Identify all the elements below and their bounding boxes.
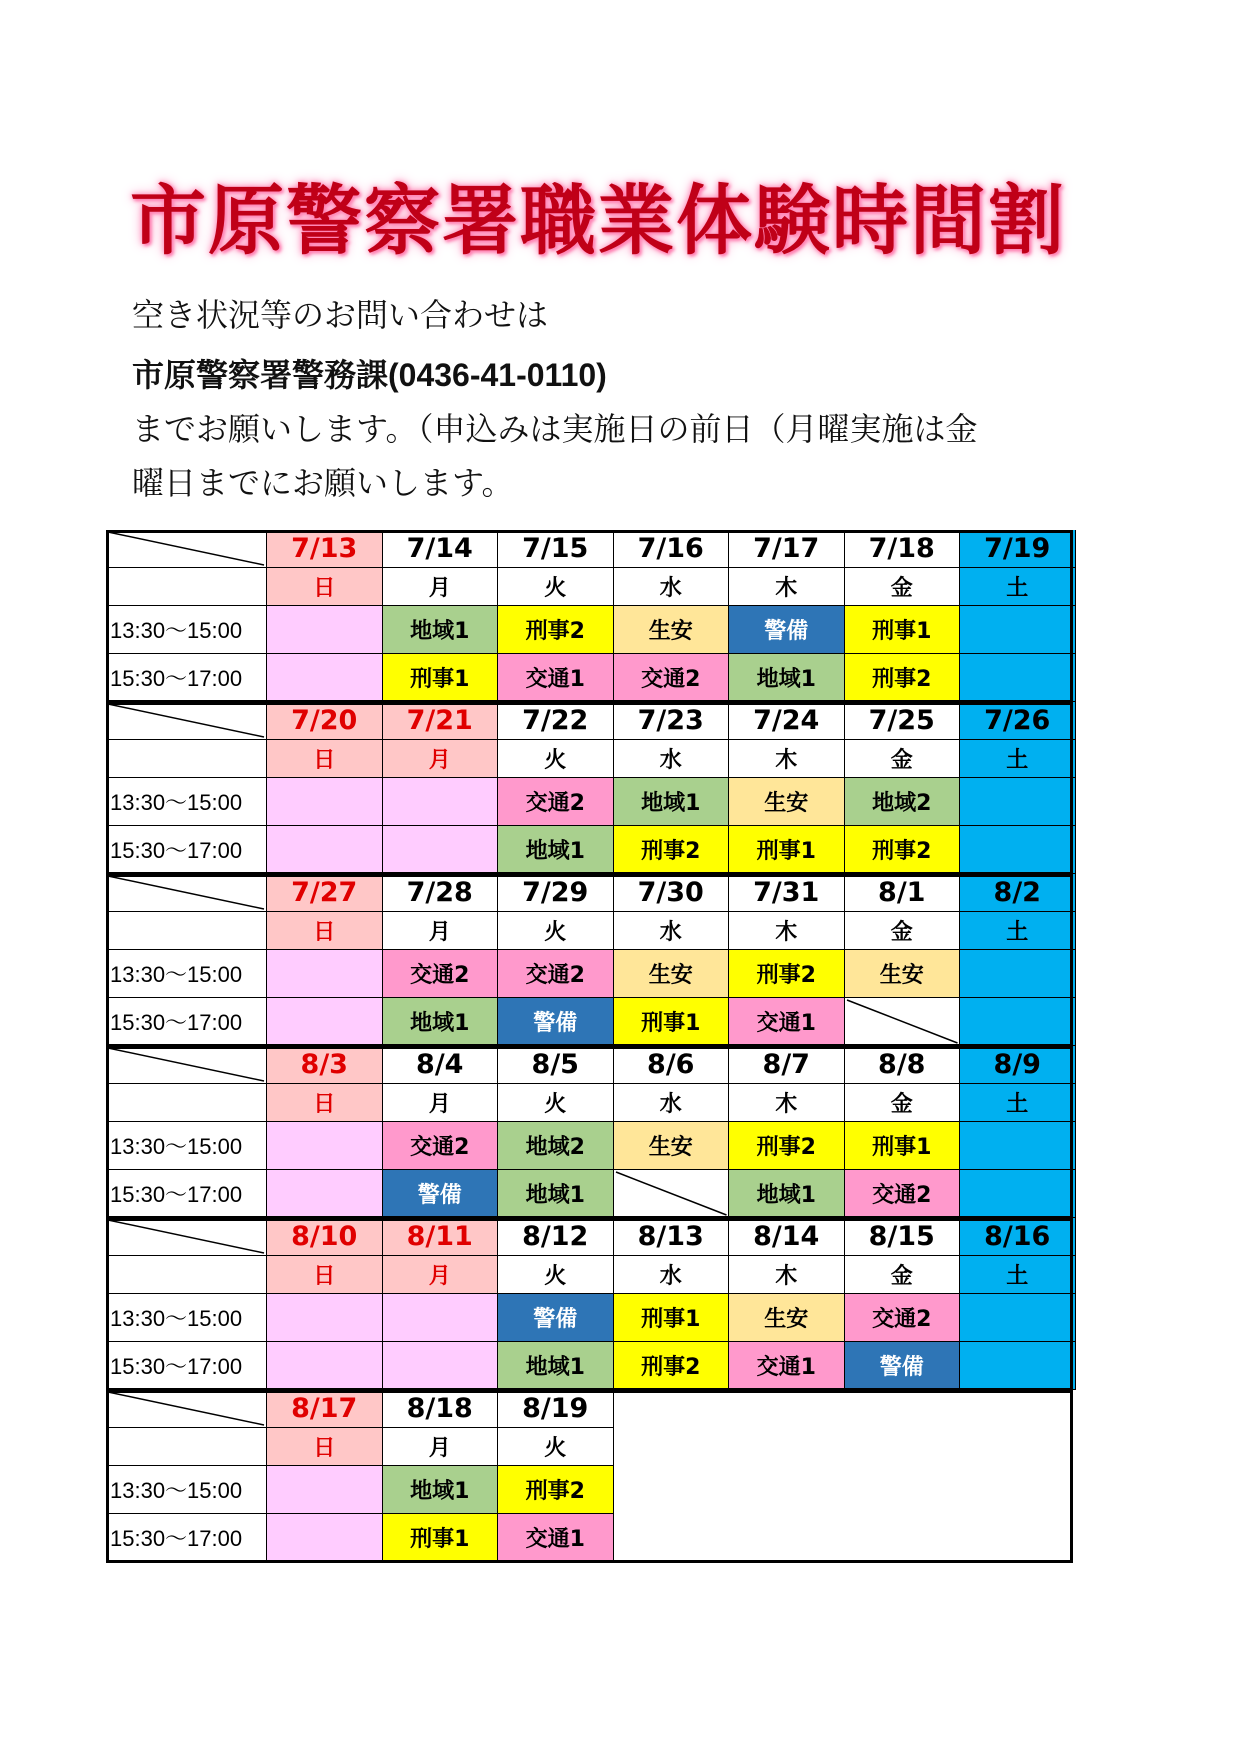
weekday-cell: 土 bbox=[960, 1084, 1076, 1122]
activity-cell: 地域2 bbox=[845, 778, 961, 826]
date-cell: 8/9 bbox=[960, 1046, 1076, 1084]
time-label: 15:30～17:00 bbox=[106, 654, 267, 702]
activity-cell: 刑事1 bbox=[845, 1122, 961, 1170]
date-cell: 8/10 bbox=[267, 1218, 383, 1256]
activity-cell: 交通2 bbox=[383, 950, 499, 998]
weekday-cell: 月 bbox=[383, 1256, 499, 1294]
activity-cell: 刑事2 bbox=[614, 826, 730, 874]
date-cell: 7/16 bbox=[614, 530, 730, 568]
corner-cell bbox=[106, 1390, 267, 1428]
activity-cell: 交通2 bbox=[614, 654, 730, 702]
activity-cell: 地域1 bbox=[383, 998, 499, 1046]
date-cell: 8/2 bbox=[960, 874, 1076, 912]
activity-cell: 生安 bbox=[614, 606, 730, 654]
diagonal-line bbox=[845, 998, 960, 1045]
corner-cell bbox=[106, 874, 267, 912]
date-cell: 8/1 bbox=[845, 874, 961, 912]
activity-cell: 地域1 bbox=[383, 1466, 499, 1514]
time-label: 15:30～17:00 bbox=[106, 826, 267, 874]
time-label: 13:30～15:00 bbox=[106, 1294, 267, 1342]
date-cell: 7/27 bbox=[267, 874, 383, 912]
diagonal-line bbox=[106, 530, 266, 567]
weekday-cell: 金 bbox=[845, 1084, 961, 1122]
weekday-cell: 日 bbox=[267, 740, 383, 778]
empty-slot-cell bbox=[383, 778, 499, 826]
date-cell: 7/29 bbox=[498, 874, 614, 912]
weekday-cell: 日 bbox=[267, 1428, 383, 1466]
weekday-cell: 月 bbox=[383, 568, 499, 606]
empty-slot-cell bbox=[267, 778, 383, 826]
dow-label-cell bbox=[106, 568, 267, 606]
week-block bbox=[106, 874, 1073, 1046]
weekday-cell: 木 bbox=[729, 912, 845, 950]
date-cell: 8/18 bbox=[383, 1390, 499, 1428]
empty-slot-cell bbox=[383, 826, 499, 874]
weekday-cell: 日 bbox=[267, 568, 383, 606]
activity-cell: 刑事2 bbox=[729, 950, 845, 998]
intro-line-4: 曜日までにお願いします。 bbox=[132, 464, 514, 502]
date-cell: 8/5 bbox=[498, 1046, 614, 1084]
dow-label-cell bbox=[106, 1428, 267, 1466]
dow-label-cell bbox=[106, 1084, 267, 1122]
week-block bbox=[106, 1390, 1073, 1562]
activity-cell: 地域1 bbox=[383, 606, 499, 654]
activity-cell: 生安 bbox=[845, 950, 961, 998]
weekday-cell: 木 bbox=[729, 568, 845, 606]
empty-slot-cell bbox=[960, 1342, 1076, 1390]
weekday-cell: 月 bbox=[383, 740, 499, 778]
empty-area bbox=[614, 1390, 1074, 1562]
time-label: 13:30～15:00 bbox=[106, 1122, 267, 1170]
weekday-cell: 土 bbox=[960, 568, 1076, 606]
time-label: 15:30～17:00 bbox=[106, 1342, 267, 1390]
empty-slot-cell bbox=[960, 998, 1076, 1046]
date-cell: 8/19 bbox=[498, 1390, 614, 1428]
empty-slot-cell bbox=[960, 1294, 1076, 1342]
weekday-cell: 日 bbox=[267, 1256, 383, 1294]
activity-cell: 生安 bbox=[729, 778, 845, 826]
weekday-cell: 火 bbox=[498, 568, 614, 606]
date-cell: 7/25 bbox=[845, 702, 961, 740]
activity-cell: 刑事2 bbox=[498, 1466, 614, 1514]
date-cell: 7/24 bbox=[729, 702, 845, 740]
dow-label-cell bbox=[106, 740, 267, 778]
activity-cell: 地域1 bbox=[729, 1170, 845, 1218]
empty-slot-cell bbox=[960, 778, 1076, 826]
activity-cell: 警備 bbox=[498, 1294, 614, 1342]
date-cell: 7/13 bbox=[267, 530, 383, 568]
date-cell: 7/30 bbox=[614, 874, 730, 912]
weekday-cell: 土 bbox=[960, 912, 1076, 950]
date-cell: 8/11 bbox=[383, 1218, 499, 1256]
date-cell: 8/7 bbox=[729, 1046, 845, 1084]
weekday-cell: 水 bbox=[614, 740, 730, 778]
diagonal-line bbox=[106, 702, 266, 739]
activity-cell: 刑事1 bbox=[383, 1514, 499, 1562]
diagonal-line bbox=[614, 1170, 729, 1217]
weekday-cell: 木 bbox=[729, 1084, 845, 1122]
activity-cell: 警備 bbox=[845, 1342, 961, 1390]
date-cell: 8/4 bbox=[383, 1046, 499, 1084]
date-cell: 7/17 bbox=[729, 530, 845, 568]
empty-slot-cell bbox=[960, 1170, 1076, 1218]
weekday-cell: 月 bbox=[383, 1428, 499, 1466]
empty-slot-cell bbox=[267, 1122, 383, 1170]
empty-slot-cell bbox=[267, 950, 383, 998]
diagonal-line bbox=[106, 1046, 266, 1083]
week-block bbox=[106, 1046, 1073, 1218]
date-cell: 7/15 bbox=[498, 530, 614, 568]
activity-cell: 地域1 bbox=[498, 1170, 614, 1218]
corner-cell bbox=[106, 530, 267, 568]
weekday-cell: 火 bbox=[498, 1428, 614, 1466]
empty-slot-cell bbox=[383, 1294, 499, 1342]
activity-cell: 刑事1 bbox=[614, 998, 730, 1046]
time-label: 13:30～15:00 bbox=[106, 1466, 267, 1514]
weekday-cell: 水 bbox=[614, 1084, 730, 1122]
empty-slot-cell bbox=[267, 1466, 383, 1514]
activity-cell: 刑事1 bbox=[845, 606, 961, 654]
date-cell: 7/21 bbox=[383, 702, 499, 740]
date-cell: 7/19 bbox=[960, 530, 1076, 568]
activity-cell: 地域2 bbox=[498, 1122, 614, 1170]
dow-label-cell bbox=[106, 912, 267, 950]
corner-cell bbox=[106, 1046, 267, 1084]
activity-cell: 刑事2 bbox=[614, 1342, 730, 1390]
weekday-cell: 日 bbox=[267, 1084, 383, 1122]
weekday-cell: 火 bbox=[498, 1256, 614, 1294]
weekday-cell: 水 bbox=[614, 568, 730, 606]
activity-cell: 交通1 bbox=[498, 1514, 614, 1562]
empty-slot-cell bbox=[383, 1342, 499, 1390]
time-label: 15:30～17:00 bbox=[106, 1170, 267, 1218]
activity-cell: 地域1 bbox=[729, 654, 845, 702]
weekday-cell: 火 bbox=[498, 1084, 614, 1122]
activity-cell: 交通1 bbox=[729, 998, 845, 1046]
date-cell: 7/26 bbox=[960, 702, 1076, 740]
time-label: 15:30～17:00 bbox=[106, 998, 267, 1046]
diagonal-line bbox=[106, 1390, 266, 1427]
dow-label-cell bbox=[106, 1256, 267, 1294]
time-label: 13:30～15:00 bbox=[106, 950, 267, 998]
date-cell: 7/31 bbox=[729, 874, 845, 912]
activity-cell: 交通2 bbox=[498, 950, 614, 998]
empty-slot-cell bbox=[960, 826, 1076, 874]
activity-cell: 生安 bbox=[614, 950, 730, 998]
weekday-cell: 木 bbox=[729, 1256, 845, 1294]
date-cell: 7/28 bbox=[383, 874, 499, 912]
activity-cell: 警備 bbox=[729, 606, 845, 654]
date-cell: 7/23 bbox=[614, 702, 730, 740]
activity-cell: 交通2 bbox=[498, 778, 614, 826]
activity-cell: 刑事1 bbox=[614, 1294, 730, 1342]
unavailable-slot-cell bbox=[614, 1170, 730, 1218]
weekday-cell: 火 bbox=[498, 740, 614, 778]
activity-cell: 地域1 bbox=[498, 826, 614, 874]
activity-cell: 警備 bbox=[383, 1170, 499, 1218]
activity-cell: 生安 bbox=[729, 1294, 845, 1342]
activity-cell: 警備 bbox=[498, 998, 614, 1046]
empty-slot-cell bbox=[267, 1294, 383, 1342]
activity-cell: 刑事2 bbox=[498, 606, 614, 654]
intro-line-1: 空き状況等のお問い合わせは bbox=[132, 296, 549, 334]
activity-cell: 生安 bbox=[614, 1122, 730, 1170]
week-block bbox=[106, 1218, 1073, 1390]
contact-line: 市原警察署警務課(0436-41-0110) bbox=[132, 357, 607, 393]
date-cell: 8/16 bbox=[960, 1218, 1076, 1256]
time-label: 15:30～17:00 bbox=[106, 1514, 267, 1562]
weekday-cell: 月 bbox=[383, 1084, 499, 1122]
activity-cell: 地域1 bbox=[614, 778, 730, 826]
activity-cell: 交通2 bbox=[383, 1122, 499, 1170]
empty-slot-cell bbox=[960, 654, 1076, 702]
weekday-cell: 金 bbox=[845, 568, 961, 606]
activity-cell: 交通1 bbox=[498, 654, 614, 702]
page-title: 市原警察署職業体験時間割 bbox=[130, 176, 1066, 265]
diagonal-line bbox=[106, 1218, 266, 1255]
activity-cell: 地域1 bbox=[498, 1342, 614, 1390]
activity-cell: 刑事1 bbox=[729, 826, 845, 874]
time-label: 13:30～15:00 bbox=[106, 606, 267, 654]
corner-cell bbox=[106, 702, 267, 740]
date-cell: 8/13 bbox=[614, 1218, 730, 1256]
date-cell: 8/15 bbox=[845, 1218, 961, 1256]
empty-slot-cell bbox=[267, 1342, 383, 1390]
weekday-cell: 金 bbox=[845, 740, 961, 778]
empty-slot-cell bbox=[960, 1122, 1076, 1170]
time-label: 13:30～15:00 bbox=[106, 778, 267, 826]
week-block bbox=[106, 530, 1073, 702]
date-cell: 7/18 bbox=[845, 530, 961, 568]
empty-slot-cell bbox=[267, 826, 383, 874]
empty-slot-cell bbox=[267, 1170, 383, 1218]
diagonal-line bbox=[106, 874, 266, 911]
unavailable-slot-cell bbox=[845, 998, 961, 1046]
date-cell: 7/22 bbox=[498, 702, 614, 740]
weekday-cell: 水 bbox=[614, 1256, 730, 1294]
activity-cell: 交通2 bbox=[845, 1170, 961, 1218]
empty-slot-cell bbox=[267, 654, 383, 702]
activity-cell: 交通2 bbox=[845, 1294, 961, 1342]
date-cell: 8/14 bbox=[729, 1218, 845, 1256]
activity-cell: 刑事1 bbox=[383, 654, 499, 702]
weekday-cell: 日 bbox=[267, 912, 383, 950]
weekday-cell: 木 bbox=[729, 740, 845, 778]
date-cell: 8/6 bbox=[614, 1046, 730, 1084]
corner-cell bbox=[106, 1218, 267, 1256]
weekday-cell: 火 bbox=[498, 912, 614, 950]
activity-cell: 刑事2 bbox=[845, 826, 961, 874]
weekday-cell: 土 bbox=[960, 740, 1076, 778]
weekday-cell: 金 bbox=[845, 1256, 961, 1294]
weekday-cell: 金 bbox=[845, 912, 961, 950]
schedule-table bbox=[106, 530, 1073, 1562]
date-cell: 8/3 bbox=[267, 1046, 383, 1084]
intro-line-3: までお願いします。（申込みは実施日の前日（月曜実施は金 bbox=[132, 410, 978, 448]
weekday-cell: 土 bbox=[960, 1256, 1076, 1294]
date-cell: 8/8 bbox=[845, 1046, 961, 1084]
activity-cell: 刑事2 bbox=[845, 654, 961, 702]
empty-slot-cell bbox=[267, 606, 383, 654]
date-cell: 7/20 bbox=[267, 702, 383, 740]
date-cell: 8/12 bbox=[498, 1218, 614, 1256]
weekday-cell: 月 bbox=[383, 912, 499, 950]
activity-cell: 交通1 bbox=[729, 1342, 845, 1390]
empty-slot-cell bbox=[960, 606, 1076, 654]
date-cell: 7/14 bbox=[383, 530, 499, 568]
empty-slot-cell bbox=[960, 950, 1076, 998]
weekday-cell: 水 bbox=[614, 912, 730, 950]
date-cell: 8/17 bbox=[267, 1390, 383, 1428]
week-block bbox=[106, 702, 1073, 874]
empty-slot-cell bbox=[267, 998, 383, 1046]
activity-cell: 刑事2 bbox=[729, 1122, 845, 1170]
empty-slot-cell bbox=[267, 1514, 383, 1562]
